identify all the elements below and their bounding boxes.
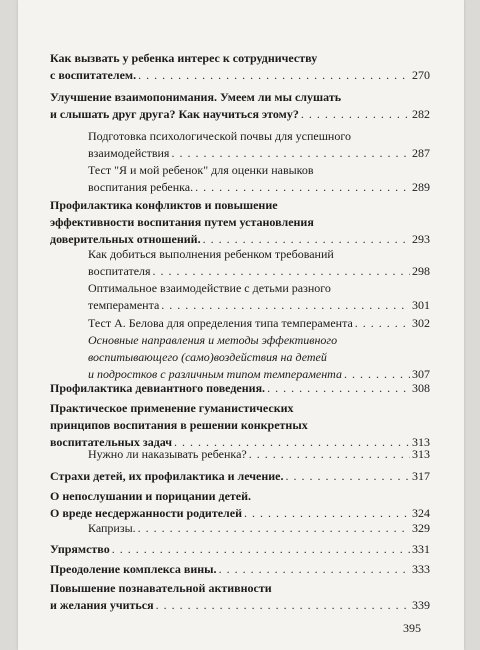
toc-entry-last-line	[50, 106, 430, 123]
toc-entry-line: Профилактика конфликтов и повышение	[50, 198, 278, 212]
toc-entry-line: Как вызвать у ребенка интерес к сотрудничеству	[50, 51, 318, 65]
toc-entry	[50, 580, 430, 614]
dot-leader	[286, 468, 411, 485]
toc-entry	[50, 380, 430, 397]
toc-entry-title: Упрямство	[50, 542, 110, 556]
dot-leader	[355, 315, 410, 332]
toc-entry-last-line	[50, 561, 430, 578]
toc-entry-title: Страхи детей, их профилактика и лечение.	[50, 469, 284, 483]
toc-entry-line: Основные направления и методы эффективного	[88, 333, 338, 347]
toc-entry-page: 293	[412, 232, 430, 246]
toc-entry-page: 302	[412, 316, 430, 330]
book-page	[18, 0, 464, 650]
toc-entry-title: воспитания ребенка.	[88, 180, 194, 194]
toc-entry-page: 331	[412, 542, 430, 556]
toc-entry-page: 307	[412, 367, 430, 381]
toc-entry	[50, 89, 430, 123]
toc-entry-line: воспитывающего (само)воздействия на детей	[88, 350, 327, 364]
toc-entry-page: 298	[412, 264, 430, 278]
toc-entry-line: Улучшение взаимопонимания. Умеем ли мы слушать	[50, 90, 342, 104]
dot-leader	[171, 145, 410, 162]
toc-entry-title: доверительных отношений.	[50, 232, 201, 246]
dot-leader	[249, 446, 410, 463]
toc-entry-line: Повышение познавательной активности	[50, 581, 272, 595]
toc-entry-title: и желания учиться	[50, 598, 154, 612]
toc-entry-page: 282	[412, 107, 430, 121]
toc-entry-page: 270	[412, 68, 430, 82]
toc-entry	[50, 541, 430, 558]
dot-leader	[138, 520, 410, 537]
toc-entry-last-line	[88, 446, 430, 463]
toc-entry-page: 317	[412, 469, 430, 483]
toc-entry-page: 313	[412, 447, 430, 461]
toc-entry-last-line	[88, 315, 430, 332]
toc-entry-page: 333	[412, 562, 430, 576]
toc-entry-title: О непослушании и порицании детей.	[50, 489, 252, 503]
toc-entry	[50, 197, 430, 248]
toc-entry-title: Тест А. Белова для определения типа темперамента	[88, 316, 353, 330]
toc-entry	[50, 162, 430, 196]
toc-entry-page: 287	[412, 146, 430, 160]
toc-entry-page: 313	[412, 435, 430, 449]
toc-entry-title: О вреде несдержанности родителей	[50, 506, 243, 520]
toc-entry-last-line	[88, 297, 430, 314]
toc-entry-page: 289	[412, 180, 430, 194]
dot-leader	[219, 561, 410, 578]
toc-entry	[50, 446, 430, 463]
page-number: 395	[403, 621, 421, 635]
toc-entry-title: Преодоление комплекса вины.	[50, 562, 217, 576]
toc-entry-title: Нужно ли наказывать ребенка?	[88, 447, 247, 461]
toc-entry-last-line	[50, 541, 430, 558]
toc-entry	[50, 561, 430, 578]
dot-leader	[153, 263, 410, 280]
toc-entry-last-line	[50, 380, 430, 397]
dot-leader	[301, 106, 410, 123]
toc-entry-line: эффективности воспитания путем установления	[50, 215, 314, 229]
toc-entry-line: принципов воспитания в решении конкретных	[50, 418, 308, 432]
toc-entry-line: Практическое применение гуманистических	[50, 401, 294, 415]
toc-entry-title: воспитателя	[88, 264, 151, 278]
dot-leader	[112, 541, 410, 558]
toc-entry	[50, 128, 430, 162]
toc-entry	[50, 468, 430, 485]
toc-entry-last-line	[88, 179, 430, 196]
dot-leader	[156, 597, 410, 614]
toc-entry-last-line	[88, 145, 430, 162]
toc-entry-title: воспитательных задач	[50, 435, 173, 449]
dot-leader	[138, 67, 410, 84]
toc-entry-last-line	[88, 520, 430, 537]
toc-entry-line: Подготовка психологической почвы для успешного	[88, 129, 351, 143]
toc-entry-title: с воспитателем.	[50, 68, 137, 82]
toc-entry-last-line	[50, 488, 430, 505]
toc-entry-last-line	[88, 263, 430, 280]
toc-entry-last-line	[50, 597, 430, 614]
toc-entry	[50, 400, 430, 451]
toc-entry-title: Профилактика девиантного поведения.	[50, 381, 266, 395]
toc-entry-title: и подростков с различным типом темперамента	[88, 367, 342, 381]
toc-entry-line: Как добиться выполнения ребенком требований	[88, 247, 334, 261]
toc-entry-title: взаимодействия	[88, 146, 170, 160]
toc-entry-page: 308	[412, 381, 430, 395]
toc-entry-title: темперамента	[88, 298, 160, 312]
toc-entry-title: и слышать друг друга? Как научиться этому?	[50, 107, 299, 121]
dot-leader	[267, 380, 410, 397]
toc-entry-line: Оптимальное взаимодействие с детьми разного	[88, 281, 331, 295]
toc-entry	[50, 520, 430, 537]
toc-entry	[50, 488, 430, 505]
toc-entry	[50, 50, 430, 84]
toc-entry-line: Тест "Я и мой ребенок" для оценки навыков	[88, 163, 314, 177]
toc-entry-page: 329	[412, 521, 430, 535]
toc-entry-last-line	[50, 67, 430, 84]
dot-leader	[161, 297, 410, 314]
toc-entry	[50, 246, 430, 280]
toc-entry	[50, 332, 430, 383]
toc-entry-title: Капризы.	[88, 521, 136, 535]
toc-entry	[50, 315, 430, 332]
dot-leader	[195, 179, 410, 196]
toc-entry	[50, 280, 430, 314]
toc-entry-page: 301	[412, 298, 430, 312]
toc-entry-page: 339	[412, 598, 430, 612]
toc-entry-page: 324	[412, 506, 430, 520]
toc-entry-last-line	[50, 468, 430, 485]
